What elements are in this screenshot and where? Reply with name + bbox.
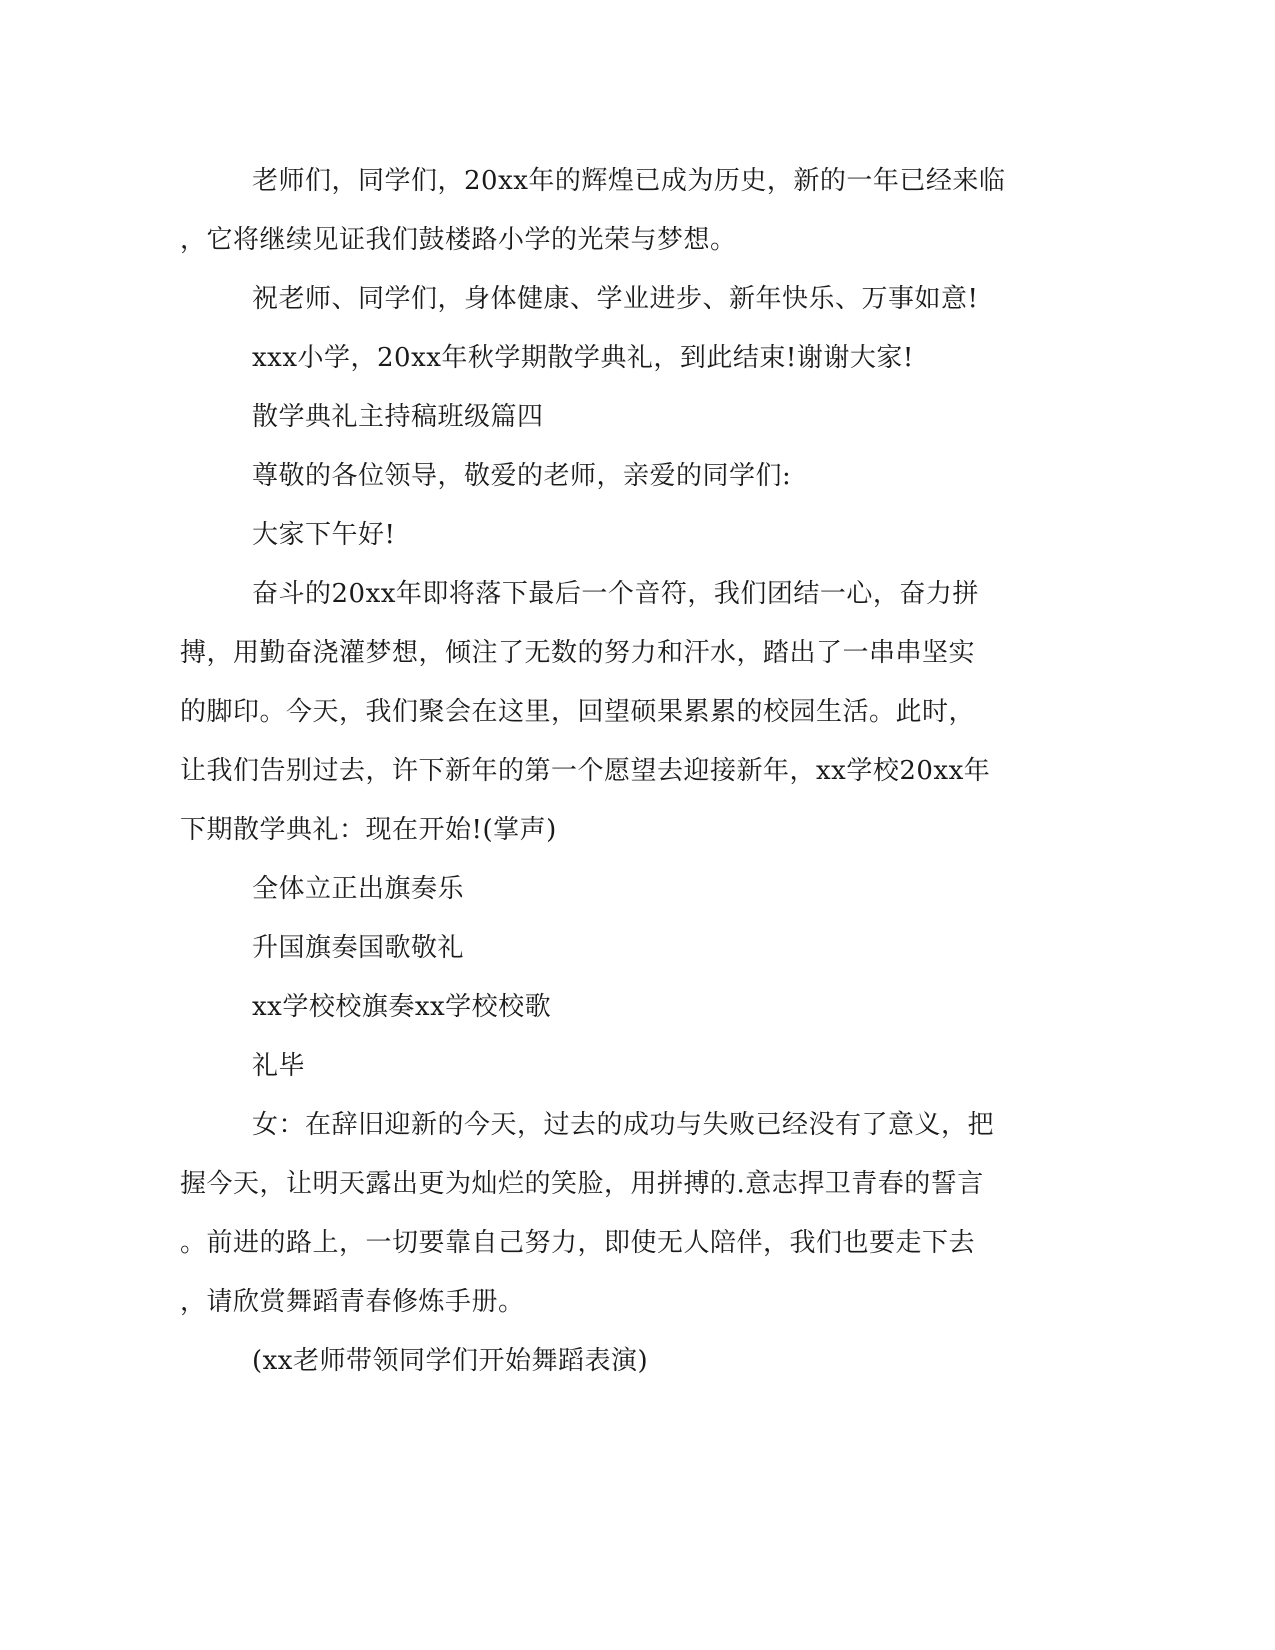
program-item: 礼毕 xyxy=(252,1051,306,1081)
section-heading: 散学典礼主持稿班级篇四 xyxy=(252,402,544,432)
paragraph-line: xxx小学，20xx年秋学期散学典礼，到此结束!谢谢大家! xyxy=(252,343,914,373)
paragraph-line: 搏，用勤奋浇灌梦想，倾注了无数的努力和汗水，踏出了一串串坚实 xyxy=(180,638,976,668)
paragraph-line: 让我们告别过去，许下新年的第一个愿望去迎接新年，xx学校20xx年 xyxy=(180,756,991,786)
greeting: 大家下午好! xyxy=(252,520,396,550)
paragraph-line: 祝老师、同学们，身体健康、学业进步、新年快乐、万事如意! xyxy=(252,284,979,314)
paragraph-line: ，请欣赏舞蹈青春修炼手册。 xyxy=(180,1287,525,1317)
paragraph-line: ，它将继续见证我们鼓楼路小学的光荣与梦想。 xyxy=(180,225,737,255)
paragraph-line: 老师们，同学们，20xx年的辉煌已成为历史，新的一年已经来临 xyxy=(252,166,1006,196)
program-item: 全体立正出旗奏乐 xyxy=(252,874,465,904)
program-item: xx学校校旗奏xx学校校歌 xyxy=(252,992,552,1022)
paragraph-line: 奋斗的20xx年即将落下最后一个音符，我们团结一心，奋力拼 xyxy=(252,579,979,609)
paragraph-line: 握今天，让明天露出更为灿烂的笑脸，用拼搏的.意志捍卫青春的誓言 xyxy=(180,1169,984,1199)
program-item: 升国旗奏国歌敬礼 xyxy=(252,933,465,963)
stage-direction: (xx老师带领同学们开始舞蹈表演) xyxy=(252,1346,649,1376)
paragraph-line: 。前进的路上，一切要靠自己努力，即使无人陪伴，我们也要走下去 xyxy=(180,1228,976,1258)
salutation: 尊敬的各位领导，敬爱的老师，亲爱的同学们: xyxy=(252,461,792,491)
paragraph-line: 下期散学典礼：现在开始!(掌声) xyxy=(180,815,557,845)
paragraph-line: 的脚印。今天，我们聚会在这里，回望硕果累累的校园生活。此时， xyxy=(180,697,976,727)
paragraph-line: 女：在辞旧迎新的今天，过去的成功与失败已经没有了意义，把 xyxy=(252,1110,995,1140)
